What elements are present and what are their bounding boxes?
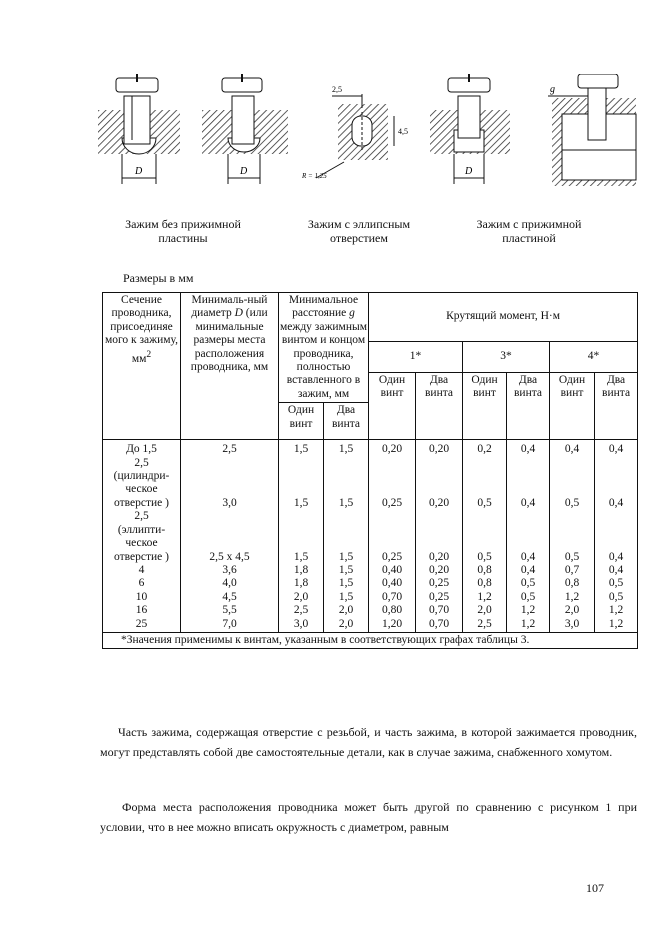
- col-t1-one: 0,20 0,25 0,25 0,40 0,40 0,70 0,80 1,20: [369, 440, 416, 633]
- header-g-one: Один винт: [279, 403, 324, 440]
- header-t4: 4*: [550, 342, 638, 373]
- paragraph-1: Часть зажима, содержащая отверстие с резьбой, и часть зажима, в которой зажимается проводник, могут представлять собой две самостоятельные детали, как в случае зажима, снабженного хомутом.: [100, 725, 637, 759]
- figure-clamp-with-plate: [430, 74, 510, 184]
- header-min-distance: Минимальное расстояние g между зажимным винтом и концом проводника, полностью вставленного в зажим, мм: [279, 293, 369, 403]
- caption-ellipse: Зажим с эллипсным отверстием: [307, 217, 411, 245]
- header-t1: 1*: [369, 342, 463, 373]
- dim-45-label: 4,5: [398, 127, 408, 136]
- dim-d-label-4: D: [465, 166, 473, 177]
- header-t1-one: Один винт: [369, 373, 416, 440]
- header-t3-one: Один винт: [463, 373, 507, 440]
- col-t4-two: 0,4 0,4 0,4 0,4 0,5 0,5 1,2 1,2: [595, 440, 638, 633]
- terminal-figures: [92, 74, 640, 194]
- figure-clamp-variant: [202, 74, 288, 184]
- col-g-one: 1,5 1,5 1,5 1,8 1,8 2,0 2,5 3,0: [279, 440, 324, 633]
- header-torque: Крутящий момент, Н·м: [369, 293, 638, 342]
- caption-with-plate: Зажим с прижимной пластиной: [476, 217, 582, 245]
- dim-25-label: 2,5: [332, 85, 342, 94]
- header-t4-two: Два винта: [595, 373, 638, 440]
- page-number: 107: [586, 881, 604, 895]
- col-g-two: 1,5 1,5 1,5 1,5 1,5 1,5 2,0 2,0: [324, 440, 369, 633]
- col-section: До 1,5 2,5 (цилиндри- ческое отверстие ) 2,5 (эллипти- ческое отверстие ) 4 6 10 16 25: [103, 440, 181, 633]
- figure-clamp-saddle: [548, 74, 636, 186]
- spec-table: [102, 292, 638, 649]
- caption-no-plate: Зажим без прижимной пластины: [125, 217, 241, 245]
- table-footnote: *Значения применимы к винтам, указанным в соответствующих графах таблицы 3.: [103, 632, 638, 648]
- header-section: Сечение проводника, присоединяе мого к зажиму, $мм^2$: [103, 293, 181, 440]
- col-t3-two: 0,4 0,4 0,4 0,4 0,5 0,5 1,2 1,2: [507, 440, 550, 633]
- col-t1-two: 0,20 0,20 0,20 0,20 0,25 0,25 0,70 0,70: [416, 440, 463, 633]
- sizes-note: Размеры в мм: [123, 271, 194, 285]
- header-t3-two: Два винта: [507, 373, 550, 440]
- header-t3: 3*: [463, 342, 550, 373]
- radius-label: R = 1,25: [302, 172, 327, 180]
- col-t4-one: 0,4 0,5 0,5 0,7 0,8 1,2 2,0 3,0: [550, 440, 595, 633]
- col-min-d: 2,5 3,0 2,5 х 4,5 3,6 4,0 4,5 5,5 7,0: [181, 440, 279, 633]
- figure-ellipse-hole: [301, 85, 408, 180]
- dim-d-label-2: D: [240, 166, 248, 177]
- figure-clamp-no-plate: [98, 74, 180, 184]
- paragraph-2: Форма места расположения проводника может быть другой по сравнению с рисунком 1 при условии, что в нее можно вписать окружность с диаметром, равным: [100, 800, 637, 834]
- header-min-diameter: Минималь-ный диаметр D (или минимальные размеры места расположения проводника, мм: [181, 293, 279, 440]
- dim-g-label: g: [550, 84, 555, 95]
- header-t4-one: Один винт: [550, 373, 595, 440]
- table-data-row: [103, 440, 638, 633]
- col-t3-one: 0,2 0,5 0,5 0,8 0,8 1,2 2,0 2,5: [463, 440, 507, 633]
- header-t1-two: Два винта: [416, 373, 463, 440]
- header-g-two: Два винта: [324, 403, 369, 440]
- dim-d-label: D: [135, 166, 143, 177]
